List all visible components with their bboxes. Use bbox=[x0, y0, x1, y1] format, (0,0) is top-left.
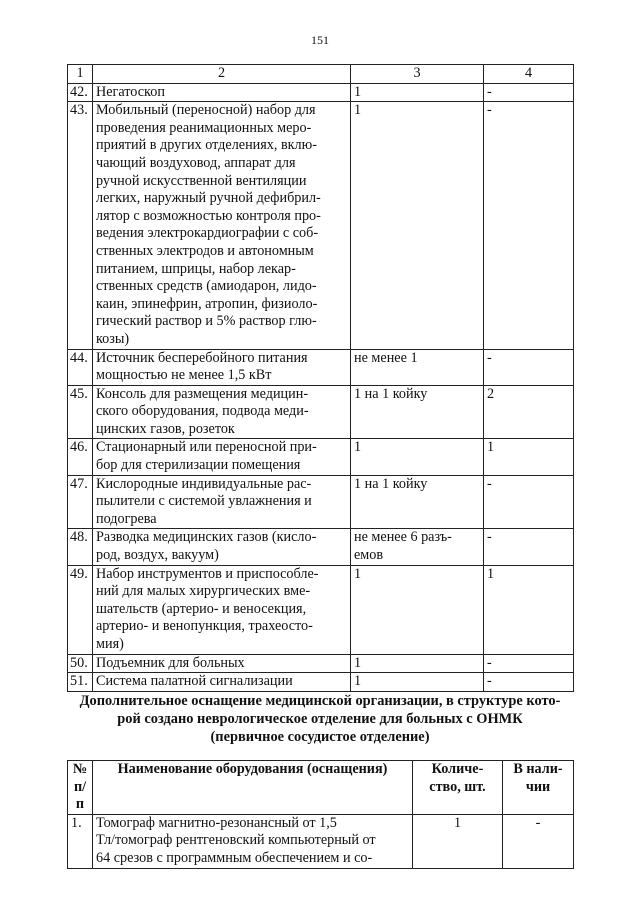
row-name: Подъемник для больных bbox=[93, 654, 351, 673]
row-quantity: не менее 1 bbox=[351, 349, 484, 385]
row-number: 1. bbox=[68, 814, 93, 868]
table-row bbox=[68, 349, 574, 385]
table-row bbox=[68, 565, 574, 654]
row-available: - bbox=[484, 83, 574, 102]
row-available: 1 bbox=[484, 565, 574, 654]
row-name: Томограф магнитно-резонансный от 1,5 Тл/томограф рентгеновский компьютерный от 64 срезов с программным обеспечением и со- bbox=[93, 814, 413, 868]
table-header-row bbox=[68, 761, 574, 815]
row-name: Система палатной сигнализации bbox=[93, 673, 351, 692]
col-header-num: № п/п bbox=[68, 761, 93, 815]
row-number: 43. bbox=[68, 102, 93, 349]
row-available: 1 bbox=[484, 439, 574, 475]
table-row bbox=[68, 439, 574, 475]
row-name: Мобильный (переносной) набор для проведения реанимационных меро- приятий в других отделениях, вклю- чающий воздуховод, аппарат для ручной искусственной вентиляции легких, наружный ручной дефибрил- лятор с возможностью контроля про- ведения электрокардиографии с соб- ственных электродов и автономным питанием, шприцы, набор лекар- ственных средств (амиодарон, лидо- каин, эпинефрин, атропин, физиоло- гический раствор и 5% раствор глю- козы) bbox=[93, 102, 351, 349]
row-available: - bbox=[484, 349, 574, 385]
row-number: 45. bbox=[68, 385, 93, 439]
row-name: Набор инструментов и приспособле- ний для малых хирургических вме- шательств (артерио- и веносекция, артерио- и венопункция, трахеосто- мия) bbox=[93, 565, 351, 654]
row-number: 48. bbox=[68, 529, 93, 565]
row-quantity: 1 на 1 койку bbox=[351, 475, 484, 529]
row-quantity: 1 на 1 койку bbox=[351, 385, 484, 439]
row-name: Источник бесперебойного питания мощностью не менее 1,5 кВт bbox=[93, 349, 351, 385]
row-number: 49. bbox=[68, 565, 93, 654]
table-row bbox=[68, 475, 574, 529]
row-number: 47. bbox=[68, 475, 93, 529]
col-header-3: 3 bbox=[351, 65, 484, 84]
row-quantity: 1 bbox=[351, 439, 484, 475]
row-number: 46. bbox=[68, 439, 93, 475]
section-title: Дополнительное оснащение медицинской организации, в структуре кото- рой создано неврологическое отделение для больных с ОНМК (первичное сосудистое отделение) bbox=[79, 693, 561, 745]
col-header-2: 2 bbox=[93, 65, 351, 84]
row-name: Стационарный или переносной при- бор для стерилизации помещения bbox=[93, 439, 351, 475]
row-quantity: 1 bbox=[351, 102, 484, 349]
row-available: - bbox=[484, 654, 574, 673]
row-number: 44. bbox=[68, 349, 93, 385]
col-header-qty: Количе- ство, шт. bbox=[413, 761, 503, 815]
row-available: - bbox=[484, 673, 574, 692]
equipment-table bbox=[67, 64, 574, 692]
row-name: Негатоскоп bbox=[93, 83, 351, 102]
table-row bbox=[68, 673, 574, 692]
row-name: Разводка медицинских газов (кисло- род, воздух, вакуум) bbox=[93, 529, 351, 565]
row-number: 51. bbox=[68, 673, 93, 692]
table-row bbox=[68, 814, 574, 868]
table-row bbox=[68, 385, 574, 439]
row-quantity: 1 bbox=[351, 654, 484, 673]
table-row bbox=[68, 654, 574, 673]
row-quantity: 1 bbox=[351, 83, 484, 102]
table-row bbox=[68, 529, 574, 565]
table-row bbox=[68, 83, 574, 102]
col-header-1: 1 bbox=[68, 65, 93, 84]
row-quantity: не менее 6 разъ- емов bbox=[351, 529, 484, 565]
additional-equipment-table bbox=[67, 760, 574, 869]
row-available: 2 bbox=[484, 385, 574, 439]
col-header-4: 4 bbox=[484, 65, 574, 84]
row-quantity: 1 bbox=[351, 673, 484, 692]
row-name: Кислородные индивидуальные рас- пылители с системой увлажнения и подогрева bbox=[93, 475, 351, 529]
row-number: 50. bbox=[68, 654, 93, 673]
row-quantity: 1 bbox=[351, 565, 484, 654]
row-quantity: 1 bbox=[413, 814, 503, 868]
col-header-name: Наименование оборудования (оснащения) bbox=[93, 761, 413, 815]
row-available: - bbox=[484, 475, 574, 529]
col-header-avail: В нали- чии bbox=[503, 761, 574, 815]
row-number: 42. bbox=[68, 83, 93, 102]
row-available: - bbox=[484, 529, 574, 565]
row-available: - bbox=[503, 814, 574, 868]
page-number: 151 bbox=[311, 33, 329, 47]
table-row bbox=[68, 102, 574, 349]
table-header-row bbox=[68, 65, 574, 84]
row-name: Консоль для размещения медицин- ского оборудования, подвода меди- цинских газов, розеток bbox=[93, 385, 351, 439]
row-available: - bbox=[484, 102, 574, 349]
